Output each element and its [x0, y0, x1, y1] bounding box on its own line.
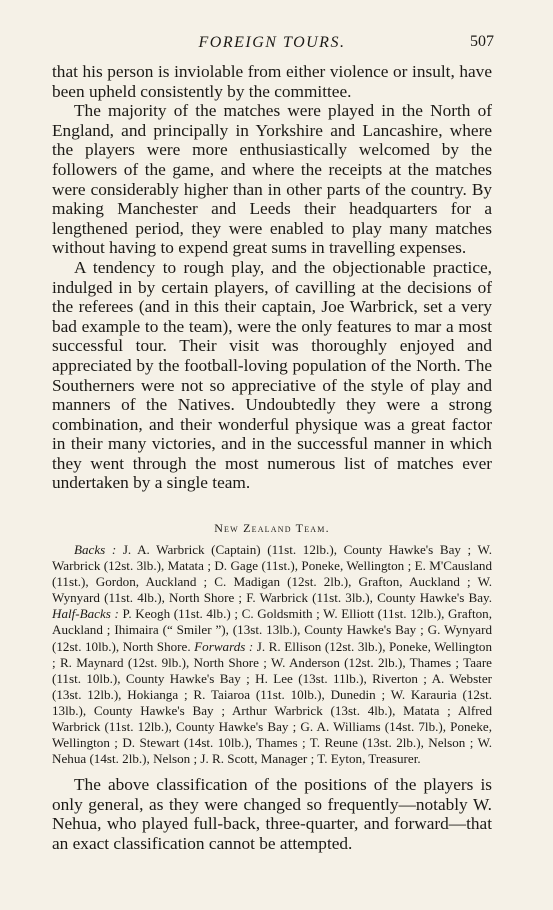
- half-backs-list: P. Keogh (11st. 4lb.) ; C. Goldsmith ; W. Elliott (11st. 12lb.), Grafton, Auckland ; Ihimaira (“ Smiler ”), (13st. 13lb.), County Hawke's Bay ; G. Wynyard (12st. 10lb.), North Shore.: [52, 606, 492, 654]
- half-backs-label: Half-Backs :: [52, 606, 119, 622]
- team-heading: New Zealand Team.: [214, 521, 330, 535]
- paragraph-rough-play: A tendency to rough play, and the objectionable practice, indulged in by certain players, of cavilling at the decisions of the referees (and in this their captain, Joe Warbrick, set a very bad example to the team), were the only features to mar a most successful tour. Their visit was thoroughly enjoyed and appreciated by the football-loving population of the North. The Southerners were not so appreciative of the style of play and manners of the Natives. Undoubtedly they were a strong combination, and their wonderful physique was a great factor in their many victories, and in the successful manner in which they went through the most numerous list of matches ever undertaken by a single team.: [52, 257, 492, 493]
- forwards-label: Forwards :: [194, 638, 254, 654]
- forwards-list: J. R. Ellison (12st. 3lb.), Poneke, Wellington ; R. Maynard (12st. 9lb.), North Shore ; W. Anderson (12st. 2lb.), Thames ; Taare (11st. 10lb.), County Hawke's Bay ; H. Lee (13st. 11lb.), Riverton ; A. Webster (13st. 12lb.), Hokianga ; R. Taiaroa (11st. 10lb.), Dunedin ; W. Karauria (12st. 13lb.), County Hawke's Bay ; Arthur Warbrick (13st. 4lb.), Matata ; Alfred Warbrick (11st. 12lb.), County Hawke's Bay ; G. A. Williams (14st. 7lb.), Poneke, Wellington ; D. Stewart (14st. 10lb.), Thames ; T. Reune (13st. 2lb.), Nelson ; W. Nehua (14st. 2lb.), Nelson ; J. R. Scott, Manager ; T. Eyton, Treasurer.: [52, 638, 493, 767]
- paragraph-classification: The above classification of the positions of the players is only general, as they were changed so frequently—notably W. Nehua, who played full-back, three-quarter, and forward—that an exact classification cannot be attempted.: [52, 775, 492, 853]
- team-list: [52, 542, 492, 767]
- running-head: FOREIGN TOURS.: [198, 34, 346, 51]
- page-header: [52, 30, 492, 52]
- backs-list: J. A. Warbrick (Captain) (11st. 12lb.), County Hawke's Bay ; W. Warbrick (12st. 3lb.), Matata ; D. Gage (11st.), Poneke, Wellington ; E. M'Causland (11st.), Gordon, Auckland ; C. Madigan (12st. 2lb.), Grafton, Auckland ; W. Wynyard (11st. 4lb.), North Shore ; F. Warbrick (11st. 3lb.), County Hawke's Bay.: [52, 542, 492, 606]
- body-text: [52, 62, 492, 493]
- paragraph-continuation: that his person is inviolable from either violence or insult, have been upheld consistently by the committee.: [52, 62, 492, 101]
- page-number: 507: [470, 33, 494, 50]
- paragraph-matches: The majority of the matches were played in the North of England, and principally in Yorkshire and Lancashire, where the players were more enthusiastically welcomed by the followers of the game, and where the receipts at the matches were considerably higher than in other parts of the country. By making Manchester and Leeds their headquarters for a lengthened period, they were enabled to play many matches without having to expend great sums in travelling expenses.: [52, 101, 492, 258]
- backs-label: Backs :: [74, 542, 117, 557]
